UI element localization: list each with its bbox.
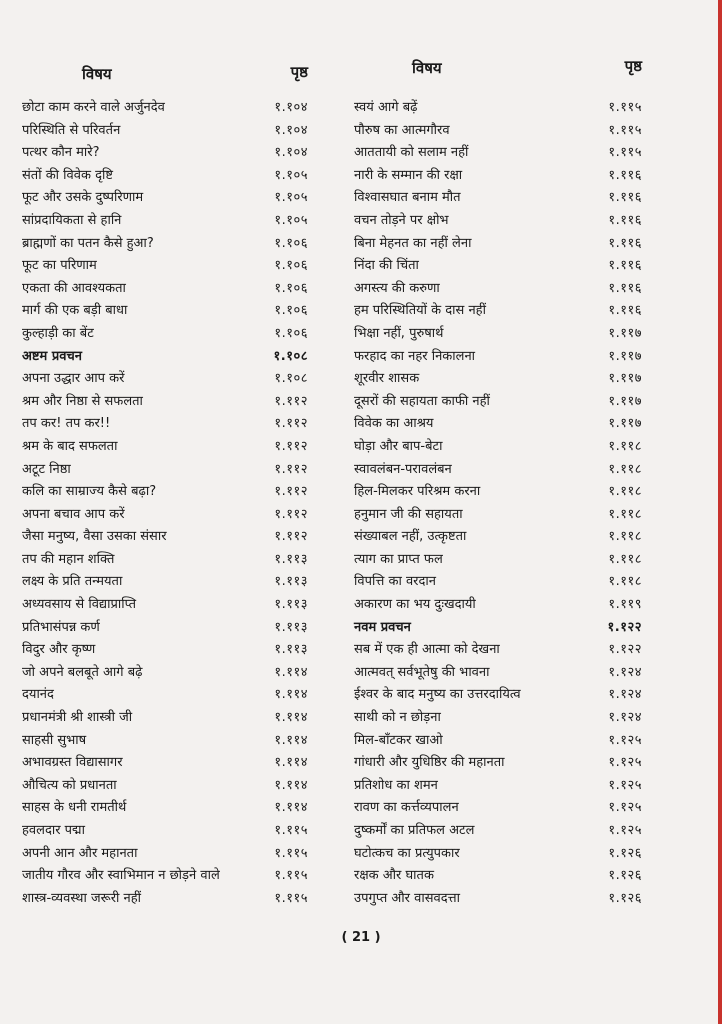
toc-page-number: १.१०६ bbox=[274, 325, 308, 341]
toc-row bbox=[354, 862, 642, 885]
toc-page-number: १.११७ bbox=[608, 348, 642, 364]
toc-title: गांधारी और युधिष्ठिर की महानता bbox=[354, 755, 505, 771]
toc-page-number: १.११४ bbox=[274, 777, 308, 793]
toc-page-number: १.११८ bbox=[608, 438, 642, 454]
toc-row bbox=[22, 817, 308, 840]
toc-row bbox=[22, 320, 308, 343]
toc-row bbox=[22, 591, 308, 614]
toc-title: विपत्ति का वरदान bbox=[354, 574, 436, 590]
toc-page-number: १.११३ bbox=[274, 619, 308, 635]
toc-page-number: १.१२५ bbox=[608, 732, 642, 748]
toc-page-number: १.१०५ bbox=[274, 167, 308, 183]
toc-title: छोटा काम करने वाले अर्जुनदेव bbox=[22, 100, 165, 115]
toc-page-number: १.१०६ bbox=[274, 303, 308, 319]
toc-row bbox=[22, 410, 308, 433]
toc-page-number: १.११५ bbox=[274, 868, 308, 884]
toc-title: नारी के सम्मान की रक्षा bbox=[354, 167, 463, 183]
toc-page-number: १.१२५ bbox=[608, 777, 642, 793]
toc-page-number: १.११३ bbox=[274, 574, 308, 590]
toc-page-number: १.११४ bbox=[274, 687, 308, 703]
toc-page-number: १.११५ bbox=[608, 122, 642, 138]
toc-title: फूट का परिणाम bbox=[22, 258, 97, 274]
toc-row bbox=[354, 410, 642, 433]
toc-row bbox=[22, 275, 308, 298]
toc-row bbox=[22, 659, 308, 682]
toc-page-number: १.११३ bbox=[274, 642, 308, 658]
toc-row bbox=[22, 885, 308, 908]
toc-row bbox=[22, 772, 308, 795]
toc-page-number: १.११२ bbox=[274, 438, 308, 454]
toc-row bbox=[22, 681, 308, 704]
toc-row bbox=[22, 117, 308, 140]
toc-page-number: १.११४ bbox=[274, 732, 308, 748]
toc-title: दुष्कर्मों का प्रतिफल अटल bbox=[354, 823, 475, 838]
toc-row bbox=[22, 297, 308, 320]
toc-page-number: १.११७ bbox=[608, 416, 642, 432]
toc-title: सांप्रदायिकता से हानि bbox=[22, 212, 122, 228]
header-page: पृष्ठ bbox=[624, 57, 642, 75]
toc-page-number: १.११२ bbox=[274, 393, 308, 409]
toc-title: नवम प्रवचन bbox=[354, 619, 411, 635]
toc-page-number: १.११४ bbox=[274, 710, 308, 726]
toc-title: लक्ष्य के प्रति तन्मयता bbox=[22, 574, 123, 590]
toc-row bbox=[354, 139, 642, 162]
toc-column-left bbox=[22, 58, 308, 907]
toc-row bbox=[22, 162, 308, 185]
toc-page-number: १.११८ bbox=[608, 484, 642, 500]
toc-title: आत्मवत् सर्वभूतेषु की भावना bbox=[354, 664, 490, 680]
toc-title: ईश्वर के बाद मनुष्य का उत्तरदायित्व bbox=[354, 687, 521, 703]
toc-title: घटोत्कच का प्रत्युपकार bbox=[354, 845, 460, 861]
toc-row bbox=[354, 365, 642, 388]
toc-title: विदुर और कृष्ण bbox=[22, 642, 96, 658]
toc-page-number: १.११४ bbox=[274, 664, 308, 680]
toc-title: श्रम के बाद सफलता bbox=[22, 438, 118, 454]
toc-page-number: १.१२५ bbox=[608, 823, 642, 838]
toc-row bbox=[354, 230, 642, 253]
toc-column-right bbox=[354, 58, 642, 907]
toc-title: साथी को न छोड़ना bbox=[354, 710, 441, 726]
toc-title: अगस्त्य की करुणा bbox=[354, 280, 440, 296]
toc-page-number: १.११५ bbox=[608, 145, 642, 161]
toc-row bbox=[354, 456, 642, 479]
toc-page-number: १.१०८ bbox=[273, 348, 308, 364]
toc-page-number: १.१२५ bbox=[608, 800, 642, 816]
header-topic: विषय bbox=[412, 59, 442, 77]
toc-title: बिना मेहनत का नहीं लेना bbox=[354, 235, 472, 251]
toc-row bbox=[354, 749, 642, 772]
toc-title: विवेक का आश्रय bbox=[354, 416, 434, 432]
toc-title: अष्टम प्रवचन bbox=[22, 348, 82, 364]
toc-row bbox=[354, 207, 642, 230]
toc-page-number: १.१०५ bbox=[274, 212, 308, 228]
toc-row bbox=[354, 252, 642, 275]
toc-row bbox=[22, 794, 308, 817]
toc-title: उपगुप्त और वासवदत्ता bbox=[354, 890, 460, 906]
toc-row bbox=[354, 704, 642, 727]
toc-title: शास्त्र-व्यवस्था जरूरी नहीं bbox=[22, 890, 141, 906]
toc-title: हिल-मिलकर परिश्रम करना bbox=[354, 484, 481, 500]
page-number: ( 21 ) bbox=[341, 930, 381, 945]
section-heading-row bbox=[22, 343, 308, 366]
toc-title: परिस्थिति से परिवर्तन bbox=[22, 122, 121, 138]
toc-page-number: १.१०४ bbox=[274, 145, 308, 161]
toc-page-number: १.१२४ bbox=[608, 687, 642, 703]
toc-page-number: १.११५ bbox=[608, 100, 642, 115]
toc-title: संतों की विवेक दृष्टि bbox=[22, 167, 113, 183]
toc-page-number: १.११६ bbox=[608, 167, 642, 183]
toc-title: स्वयं आगे बढ़ें bbox=[354, 100, 418, 115]
toc-page-number: १.११८ bbox=[608, 574, 642, 590]
toc-title: दयानंद bbox=[22, 687, 54, 703]
toc-title: पौरुष का आत्मगौरव bbox=[354, 122, 450, 138]
toc-page-number: १.११६ bbox=[608, 235, 642, 251]
toc-rows bbox=[22, 94, 308, 907]
toc-title: तप कर! तप कर!! bbox=[22, 416, 111, 432]
toc-row bbox=[22, 433, 308, 456]
toc-page-number: १.१०४ bbox=[274, 100, 308, 115]
toc-page-number: १.११६ bbox=[608, 190, 642, 206]
toc-title: प्रतिशोध का शमन bbox=[354, 777, 438, 793]
toc-title: साहस के धनी रामतीर्थ bbox=[22, 800, 127, 816]
toc-row bbox=[22, 614, 308, 637]
toc-title: पत्थर कौन मारे? bbox=[22, 145, 100, 161]
toc-row bbox=[354, 523, 642, 546]
toc-page-number: १.१०६ bbox=[274, 280, 308, 296]
toc-page-number: १.११२ bbox=[274, 484, 308, 500]
toc-title: प्रतिभासंपन्न कर्ण bbox=[22, 619, 100, 635]
toc-row bbox=[354, 546, 642, 569]
toc-row bbox=[22, 388, 308, 411]
toc-title: त्याग का प्राप्त फल bbox=[354, 551, 443, 567]
toc-row bbox=[22, 184, 308, 207]
toc-title: जो अपने बलबूते आगे बढ़े bbox=[22, 664, 143, 680]
toc-page-number: १.११८ bbox=[608, 461, 642, 477]
toc-page-number: १.१२२ bbox=[607, 619, 642, 635]
toc-row bbox=[22, 749, 308, 772]
toc-page-number: १.११५ bbox=[274, 823, 308, 838]
toc-title: अकारण का भय दुःखदायी bbox=[354, 597, 476, 613]
toc-page-number: १.११५ bbox=[274, 845, 308, 861]
toc-title: अभावग्रस्त विद्यासागर bbox=[22, 755, 123, 771]
toc-title: अटूट निष्ठा bbox=[22, 461, 71, 477]
toc-title: शूरवीर शासक bbox=[354, 371, 420, 387]
toc-title: हनुमान जी की सहायता bbox=[354, 506, 463, 522]
toc-row bbox=[354, 117, 642, 140]
toc-page-number: १.११२ bbox=[274, 529, 308, 545]
toc-row bbox=[354, 772, 642, 795]
header-topic: विषय bbox=[82, 65, 112, 83]
toc-title: अध्यवसाय से विद्याप्राप्ति bbox=[22, 597, 137, 613]
toc-page-number: १.११९ bbox=[608, 597, 642, 613]
toc-page-number: १.१०४ bbox=[274, 122, 308, 138]
toc-page-number: १.१२६ bbox=[608, 845, 642, 861]
toc-page-number: १.११६ bbox=[608, 303, 642, 319]
toc-row bbox=[22, 840, 308, 863]
toc-title: स्वावलंबन-परावलंबन bbox=[354, 461, 452, 477]
column-header bbox=[22, 58, 308, 94]
toc-page-number: १.११३ bbox=[274, 597, 308, 613]
toc-row bbox=[22, 636, 308, 659]
toc-title: फूट और उसके दुष्परिणाम bbox=[22, 190, 144, 206]
toc-row bbox=[354, 388, 642, 411]
toc-page-number: १.११६ bbox=[608, 212, 642, 228]
toc-row bbox=[354, 727, 642, 750]
toc-page-number: १.१०६ bbox=[274, 258, 308, 274]
toc-title: वचन तोड़ने पर क्षोभ bbox=[354, 212, 449, 228]
toc-row bbox=[22, 456, 308, 479]
toc-title: दूसरों की सहायता काफी नहीं bbox=[354, 393, 490, 409]
toc-page-number: १.११७ bbox=[608, 393, 642, 409]
toc-row bbox=[22, 704, 308, 727]
toc-page-number: १.१२६ bbox=[608, 890, 642, 906]
toc-title: संख्याबल नहीं, उत्कृष्टता bbox=[354, 529, 467, 545]
toc-row bbox=[354, 478, 642, 501]
toc-row bbox=[22, 230, 308, 253]
toc-page-number: १.११७ bbox=[608, 325, 642, 341]
toc-row bbox=[354, 568, 642, 591]
toc-page-number: १.११२ bbox=[274, 461, 308, 477]
toc-page-number: १.११७ bbox=[608, 371, 642, 387]
toc-page-number: १.११६ bbox=[608, 258, 642, 274]
toc-row bbox=[354, 817, 642, 840]
toc-page-number: १.११४ bbox=[274, 755, 308, 771]
toc-page-number: १.१२४ bbox=[608, 664, 642, 680]
toc-title: हम परिस्थितियों के दास नहीं bbox=[354, 303, 486, 319]
toc-page-number: १.१२५ bbox=[608, 755, 642, 771]
toc-row bbox=[354, 840, 642, 863]
header-page: पृष्ठ bbox=[290, 63, 308, 81]
toc-title: ब्राह्मणों का पतन कैसे हुआ? bbox=[22, 235, 154, 251]
toc-page-number: १.१२२ bbox=[608, 642, 642, 658]
toc-row bbox=[22, 568, 308, 591]
toc-row bbox=[22, 252, 308, 275]
toc-page-number: १.११४ bbox=[274, 800, 308, 816]
toc-title: जैसा मनुष्य, वैसा उसका संसार bbox=[22, 529, 167, 545]
toc-title: अपना बचाव आप करें bbox=[22, 506, 125, 522]
toc-title: रावण का कर्त्तव्यपालन bbox=[354, 800, 459, 816]
toc-page-number: १.११८ bbox=[608, 551, 642, 567]
toc-row bbox=[354, 297, 642, 320]
toc-row bbox=[354, 94, 642, 117]
toc-row bbox=[354, 591, 642, 614]
toc-row bbox=[22, 207, 308, 230]
toc-page-number: १.१२४ bbox=[608, 710, 642, 726]
toc-row bbox=[22, 365, 308, 388]
toc-row bbox=[354, 659, 642, 682]
toc-title: अपना उद्धार आप करें bbox=[22, 371, 125, 387]
toc-row bbox=[354, 184, 642, 207]
toc-title: कुल्हाड़ी का बेंट bbox=[22, 325, 94, 341]
toc-title: प्रधानमंत्री श्री शास्त्री जी bbox=[22, 710, 133, 726]
toc-page-number: १.११२ bbox=[274, 506, 308, 522]
toc-title: औचित्य को प्रधानता bbox=[22, 777, 117, 793]
section-heading-row bbox=[354, 614, 642, 637]
toc-title: भिक्षा नहीं, पुरुषार्थ bbox=[354, 325, 444, 341]
toc-page-number: १.११६ bbox=[608, 280, 642, 296]
toc-title: घोड़ा और बाप-बेटा bbox=[354, 438, 443, 454]
toc-title: साहसी सुभाष bbox=[22, 732, 87, 748]
toc-page-number: १.११२ bbox=[274, 416, 308, 432]
toc-row bbox=[22, 523, 308, 546]
toc-page-number: १.११५ bbox=[274, 890, 308, 906]
toc-row bbox=[22, 727, 308, 750]
toc-row bbox=[22, 862, 308, 885]
toc-title: रक्षक और घातक bbox=[354, 868, 434, 884]
toc-row bbox=[354, 681, 642, 704]
toc-row bbox=[354, 343, 642, 366]
toc-row bbox=[354, 275, 642, 298]
toc-row bbox=[354, 320, 642, 343]
toc-row bbox=[354, 794, 642, 817]
toc-title: अपनी आन और महानता bbox=[22, 845, 138, 861]
toc-title: श्रम और निष्ठा से सफलता bbox=[22, 393, 143, 409]
toc-title: एकता की आवश्यकता bbox=[22, 280, 126, 296]
toc-row bbox=[354, 636, 642, 659]
toc-page-number: १.१०८ bbox=[274, 371, 308, 387]
toc-row bbox=[354, 885, 642, 908]
toc-row bbox=[22, 546, 308, 569]
toc-row bbox=[22, 139, 308, 162]
toc-rows bbox=[354, 94, 642, 907]
page-edge bbox=[718, 0, 722, 1024]
toc-title: मिल-बाँटकर खाओ bbox=[354, 732, 443, 748]
toc-row bbox=[354, 162, 642, 185]
toc-title: निंदा की चिंता bbox=[354, 258, 419, 274]
toc-title: सब में एक ही आत्मा को देखना bbox=[354, 642, 500, 658]
toc-page-number: १.१२६ bbox=[608, 868, 642, 884]
toc-page-number: १.११८ bbox=[608, 529, 642, 545]
toc-page-number: १.१०६ bbox=[274, 235, 308, 251]
toc-title: कलि का साम्राज्य कैसे बढ़ा? bbox=[22, 484, 157, 500]
toc-row bbox=[354, 501, 642, 524]
toc-page-number: १.१०५ bbox=[274, 190, 308, 206]
toc-page-number: १.११८ bbox=[608, 506, 642, 522]
toc-title: विश्वासघात बनाम मौत bbox=[354, 190, 461, 206]
toc-title: जातीय गौरव और स्वाभिमान न छोड़ने वाले bbox=[22, 868, 220, 884]
toc-title: मार्ग की एक बड़ी बाधा bbox=[22, 303, 128, 319]
toc-row bbox=[22, 501, 308, 524]
toc-page-number: १.११३ bbox=[274, 551, 308, 567]
toc-row bbox=[22, 94, 308, 117]
column-header bbox=[354, 58, 642, 94]
toc-title: फरहाद का नहर निकालना bbox=[354, 348, 476, 364]
toc-row bbox=[354, 433, 642, 456]
toc-title: हवलदार पद्मा bbox=[22, 823, 85, 838]
toc-row bbox=[22, 478, 308, 501]
toc-title: आततायी को सलाम नहीं bbox=[354, 145, 469, 161]
toc-title: तप की महान शक्ति bbox=[22, 551, 115, 567]
